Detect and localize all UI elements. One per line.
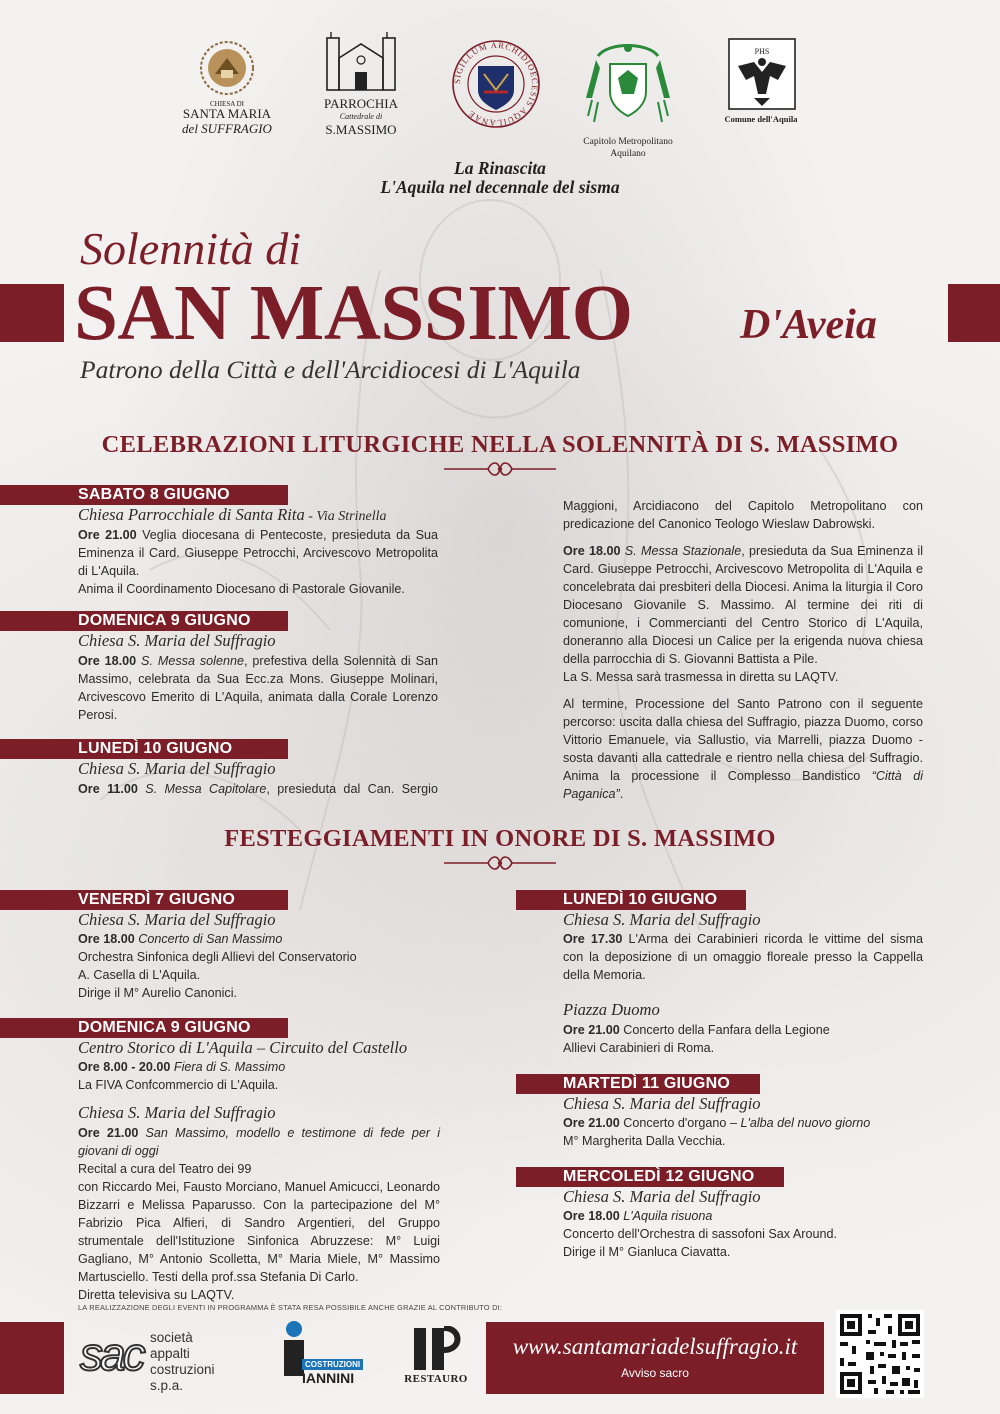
logo-comune-aquila xyxy=(716,36,806,128)
logo-capitolo-metropolitano xyxy=(572,38,684,162)
event-text-fanfara xyxy=(563,1021,923,1057)
date-bar-sabato-8 xyxy=(0,485,288,505)
event-desc: Veglia diocesana di Pentecoste, presieduta da Sua Eminenza il Card. Giuseppe Petrocchi, Arcivescovo Metropolita di L'Aquila. xyxy=(78,528,438,578)
event-text-fiera xyxy=(78,1058,448,1094)
logo-parrocchia xyxy=(315,30,407,138)
event-line: M° Margherita Dalla Vecchia. xyxy=(563,1134,726,1148)
event-text-lunedi xyxy=(78,780,438,798)
title-pre: Solennità di xyxy=(80,223,302,274)
event-text-domenica xyxy=(78,652,438,724)
date-bar-domenica-9 xyxy=(0,611,288,631)
event-time: Ore 21.00 xyxy=(563,1023,620,1037)
footer-website-bar xyxy=(486,1322,824,1394)
date-label: MARTEDÌ 11 GIUGNO xyxy=(563,1075,730,1092)
title-suffix: D'Aveia xyxy=(740,302,877,348)
event-title: San Massimo, modello e testimone di fede per i giovani di oggi xyxy=(78,1126,440,1158)
event-time: Ore 8.00 - 20.00 xyxy=(78,1060,171,1074)
event-line: A. Casella di L'Aquila. xyxy=(78,968,201,982)
sac-line1: società xyxy=(150,1330,193,1345)
event-line: Dirige il M° Aurelio Canonici. xyxy=(78,986,238,1000)
sponsor-restauro-logo xyxy=(398,1326,474,1388)
tagline-line1: La Rinascita xyxy=(454,158,546,178)
section2-title: FESTEGGIAMENTI IN ONORE DI S. MASSIMO xyxy=(224,825,776,852)
event-desc: L'Arma dei Carabinieri ricorda le vittime del sisma con la deposizione di un omaggio floreale presso la Cappella della Memoria. xyxy=(563,932,923,982)
event-time: Ore 21.00 xyxy=(78,1126,139,1140)
event-line: con Riccardo Mei, Fausto Morciano, Manuel Amicucci, Leonardo Bizzarri e Melissa Paparusso. Con la partecipazione del M° Fabrizio Pica Alfieri, di Sandro Argentieri, del Gruppo strumentale dell'Istituzione Sinfonica Abruzzese: M° Luigi Gagliano, M° Antonio Scolletta, M° Maria Miele, M° Massimo Martusciello. Testi della prof.ssa Stefania Di Carlo. xyxy=(78,1180,440,1284)
venue-suffragio: Chiesa S. Maria del Suffragio xyxy=(563,910,761,929)
date-bar-lunedi-10 xyxy=(0,739,288,759)
venue-suffragio: Chiesa S. Maria del Suffragio xyxy=(563,1187,761,1206)
footer-bar-left xyxy=(0,1322,64,1394)
sac-line2: appalti xyxy=(150,1346,190,1361)
venue-suffragio: Chiesa S. Maria del Suffragio xyxy=(78,631,276,650)
event-text-venerdi xyxy=(78,930,448,1002)
date-label: MERCOLEDÌ 12 GIUGNO xyxy=(563,1168,755,1185)
event-text-recital xyxy=(78,1124,440,1304)
date-label: LUNEDÌ 10 GIUGNO xyxy=(78,740,233,757)
logo-line2: del SUFFRAGIO xyxy=(182,121,272,136)
event-time: Ore 18.00 xyxy=(563,544,621,558)
logo-line2: Cattedrale di xyxy=(339,112,383,121)
venue-name: Chiesa Parrocchiale di Santa Rita xyxy=(78,505,305,524)
event-title: S. Messa Stazionale xyxy=(620,544,742,558)
event-text-sabato xyxy=(78,526,438,598)
logo-line1: SANTA MARIA xyxy=(182,106,272,121)
date-label: VENERDÌ 7 GIUGNO xyxy=(78,891,236,908)
website-link[interactable]: www.santamariadelsuffragio.it xyxy=(512,1334,798,1359)
ornament-divider-icon xyxy=(440,458,560,480)
capitolo-coat-of-arms-icon xyxy=(578,38,678,130)
title-bar-right xyxy=(948,284,1000,342)
venue-piazza-duomo: Piazza Duomo xyxy=(563,1000,660,1019)
event-line: Diretta televisiva su LAQTV. xyxy=(78,1288,235,1302)
iannini-line2: IANNINI xyxy=(302,1370,355,1386)
svg-text:SIGILLUM ARCHIDIOECESIS AQUILA: SIGILLUM ARCHIDIOECESIS AQUILANAE xyxy=(452,40,540,128)
sigillum-seal-icon xyxy=(452,40,540,128)
event-desc2: La S. Messa sarà trasmessa in diretta su LAQTV. xyxy=(563,670,839,684)
procession-band: “Città di Paganica” xyxy=(563,769,924,801)
cathedral-icon xyxy=(321,30,401,94)
sac-mark: sac xyxy=(80,1328,143,1380)
date-bar-venerdi-7 xyxy=(0,890,288,910)
event-desc2: Allievi Carabinieri di Roma. xyxy=(563,1041,715,1055)
tagline xyxy=(0,159,1000,197)
date-bar-domenica-9-festeggiamenti xyxy=(0,1018,288,1038)
event-text-organo xyxy=(563,1114,923,1150)
logo-line1: PARROCHIA xyxy=(324,96,398,111)
sponsor-note: LA REALIZZAZIONE DEGLI EVENTI IN PROGRAMMA È STATA RESA POSSIBILE ANCHE GRAZIE AL CONTRIBUTO DI: xyxy=(78,1303,503,1312)
logo-line1: Capitolo Metropolitano xyxy=(583,137,673,147)
event-continuation: Maggioni, Arcidiacono del Capitolo Metropolitano con predicazione del Canonico Teologo Wieslaw Dabrowski. xyxy=(563,499,923,531)
event-title: L'Aquila risuona xyxy=(619,1209,713,1223)
logo-line2: Aquilano xyxy=(610,149,646,159)
sponsor-sac-logo xyxy=(80,1326,250,1393)
title-bar-left xyxy=(0,284,64,342)
section1-title: CELEBRAZIONI LITURGICHE NELLA SOLENNITÀ DI S. MASSIMO xyxy=(101,431,899,458)
event-time: Ore 17.30 xyxy=(563,932,623,946)
event-line: Dirige il M° Gianluca Ciavatta. xyxy=(563,1245,731,1259)
event-desc: Concerto d'organo – xyxy=(619,1116,741,1130)
svg-text:PHS: PHS xyxy=(754,47,770,56)
procession-desc: Al termine, Processione del Santo Patrono con il seguente percorso: uscita dalla chiesa del Suffragio, piazza Duomo, corso Vittorio Emanuele, via Sallustio, via Marrelli, piazza Duomo - sosta davanti alla cattedrale e rientro nella chiesa del Suffragio. Anima la processione il Complesso Bandistico xyxy=(563,697,923,783)
date-bar-lunedi-10-festeggiamenti xyxy=(516,890,746,910)
venue-suffragio: Chiesa S. Maria del Suffragio xyxy=(563,1094,761,1113)
ornament-divider-icon xyxy=(440,852,560,874)
comune-eagle-shield-icon xyxy=(726,36,798,112)
sac-line3: costruzioni s.p.a. xyxy=(150,1362,215,1393)
event-title: L'alba del nuovo giorno xyxy=(740,1116,871,1130)
venue-suffragio: Chiesa S. Maria del Suffragio xyxy=(78,1103,276,1122)
date-label: SABATO 8 GIUGNO xyxy=(78,486,230,503)
venue-santa-rita xyxy=(78,505,387,525)
event-line: Recital a cura del Teatro dei 99 xyxy=(78,1162,252,1176)
restauro-columns-icon xyxy=(406,1326,466,1372)
event-time: Ore 18.00 xyxy=(78,932,135,946)
event-text-sax xyxy=(563,1207,923,1261)
restauro-label: RESTAURO xyxy=(404,1373,468,1385)
event-desc: , presieduta dal Can. Sergio xyxy=(266,782,438,796)
title-subtitle: Patrono della Città e dell'Arcidiocesi di L'Aquila xyxy=(80,355,581,384)
venue-centro-storico: Centro Storico di L'Aquila – Circuito del Castello xyxy=(78,1038,408,1057)
event-text-right-column xyxy=(563,497,923,803)
qr-code-icon[interactable] xyxy=(836,1310,924,1398)
sac-name xyxy=(150,1330,250,1394)
event-time: Ore 11.00 xyxy=(78,782,138,796)
logo-small-label: CHIESA DI xyxy=(209,100,245,108)
date-bar-martedi-11 xyxy=(516,1074,760,1094)
event-time: Ore 18.00 xyxy=(563,1209,620,1223)
date-label: DOMENICA 9 GIUGNO xyxy=(78,612,251,629)
logo-santa-maria-suffragio xyxy=(182,40,272,136)
event-title: Fiera di S. Massimo xyxy=(170,1060,286,1074)
date-bar-mercoledi-12 xyxy=(516,1167,784,1187)
event-line: Concerto dell'Orchestra di sassofoni Sax Around. xyxy=(563,1227,838,1241)
event-title: Concerto di San Massimo xyxy=(134,932,283,946)
event-desc: Concerto della Fanfara della Legione xyxy=(619,1023,830,1037)
tagline-line2: L'Aquila nel decennale del sisma xyxy=(380,177,620,197)
procession-end: . xyxy=(619,787,624,801)
suffragio-emblem-icon xyxy=(199,40,255,96)
event-title: S. Messa Capitolare xyxy=(137,782,267,796)
logo-line1: Comune dell'Aquila xyxy=(724,114,798,124)
iannini-line1: COSTRUZIONI xyxy=(302,1359,363,1370)
event-line: La FIVA Confcommercio di L'Aquila. xyxy=(78,1078,279,1092)
event-time: Ore 21.00 xyxy=(563,1116,620,1130)
event-time: Ore 21.00 xyxy=(78,528,137,542)
event-desc: , prefestiva della Solennità di San Massimo, celebrata da Sua Ecc.za Mons. Giuseppe Molinari, Arcivescovo Emerito di L'Aquila, animata dalla Corale Lorenzo Perosi. xyxy=(78,654,439,722)
venue-suffragio: Chiesa S. Maria del Suffragio xyxy=(78,910,276,929)
event-title: S. Messa solenne xyxy=(136,654,244,668)
event-desc: , presieduta da Sua Eminenza il Card. Giuseppe Petrocchi, Arcivescovo Metropolita di L'Aquila e concelebrata dai presbiteri della Diocesi. Anima la liturgia il Coro Diocesano Giovanile S. Massimo. Al termine dei riti di comunione, i Commercianti del Centro Storico di L'Aquila, doneranno alla Diocesi un Calice per la erigenda nuova chiesa della parrocchia di S. Giovanni Battista a Pile. xyxy=(563,544,923,666)
logo-line3: S.MASSIMO xyxy=(325,122,397,137)
event-text-carabinieri xyxy=(563,930,923,984)
sponsor-iannini-logo xyxy=(272,1320,382,1392)
event-desc2: Anima il Coordinamento Diocesano di Pastorale Giovanile. xyxy=(78,582,405,596)
title-main: SAN MASSIMO xyxy=(74,270,633,357)
avviso-sacro: Avviso sacro xyxy=(621,1366,689,1380)
logo-sigillum-archidioecesis xyxy=(452,40,540,128)
event-line: Orchestra Sinfonica degli Allievi del Conservatorio xyxy=(78,950,357,964)
venue-extra: - Via Strinella xyxy=(304,509,387,524)
date-label: LUNEDÌ 10 GIUGNO xyxy=(563,891,718,908)
event-time: Ore 18.00 xyxy=(78,654,137,668)
venue-suffragio: Chiesa S. Maria del Suffragio xyxy=(78,759,276,778)
date-label: DOMENICA 9 GIUGNO xyxy=(78,1019,251,1036)
